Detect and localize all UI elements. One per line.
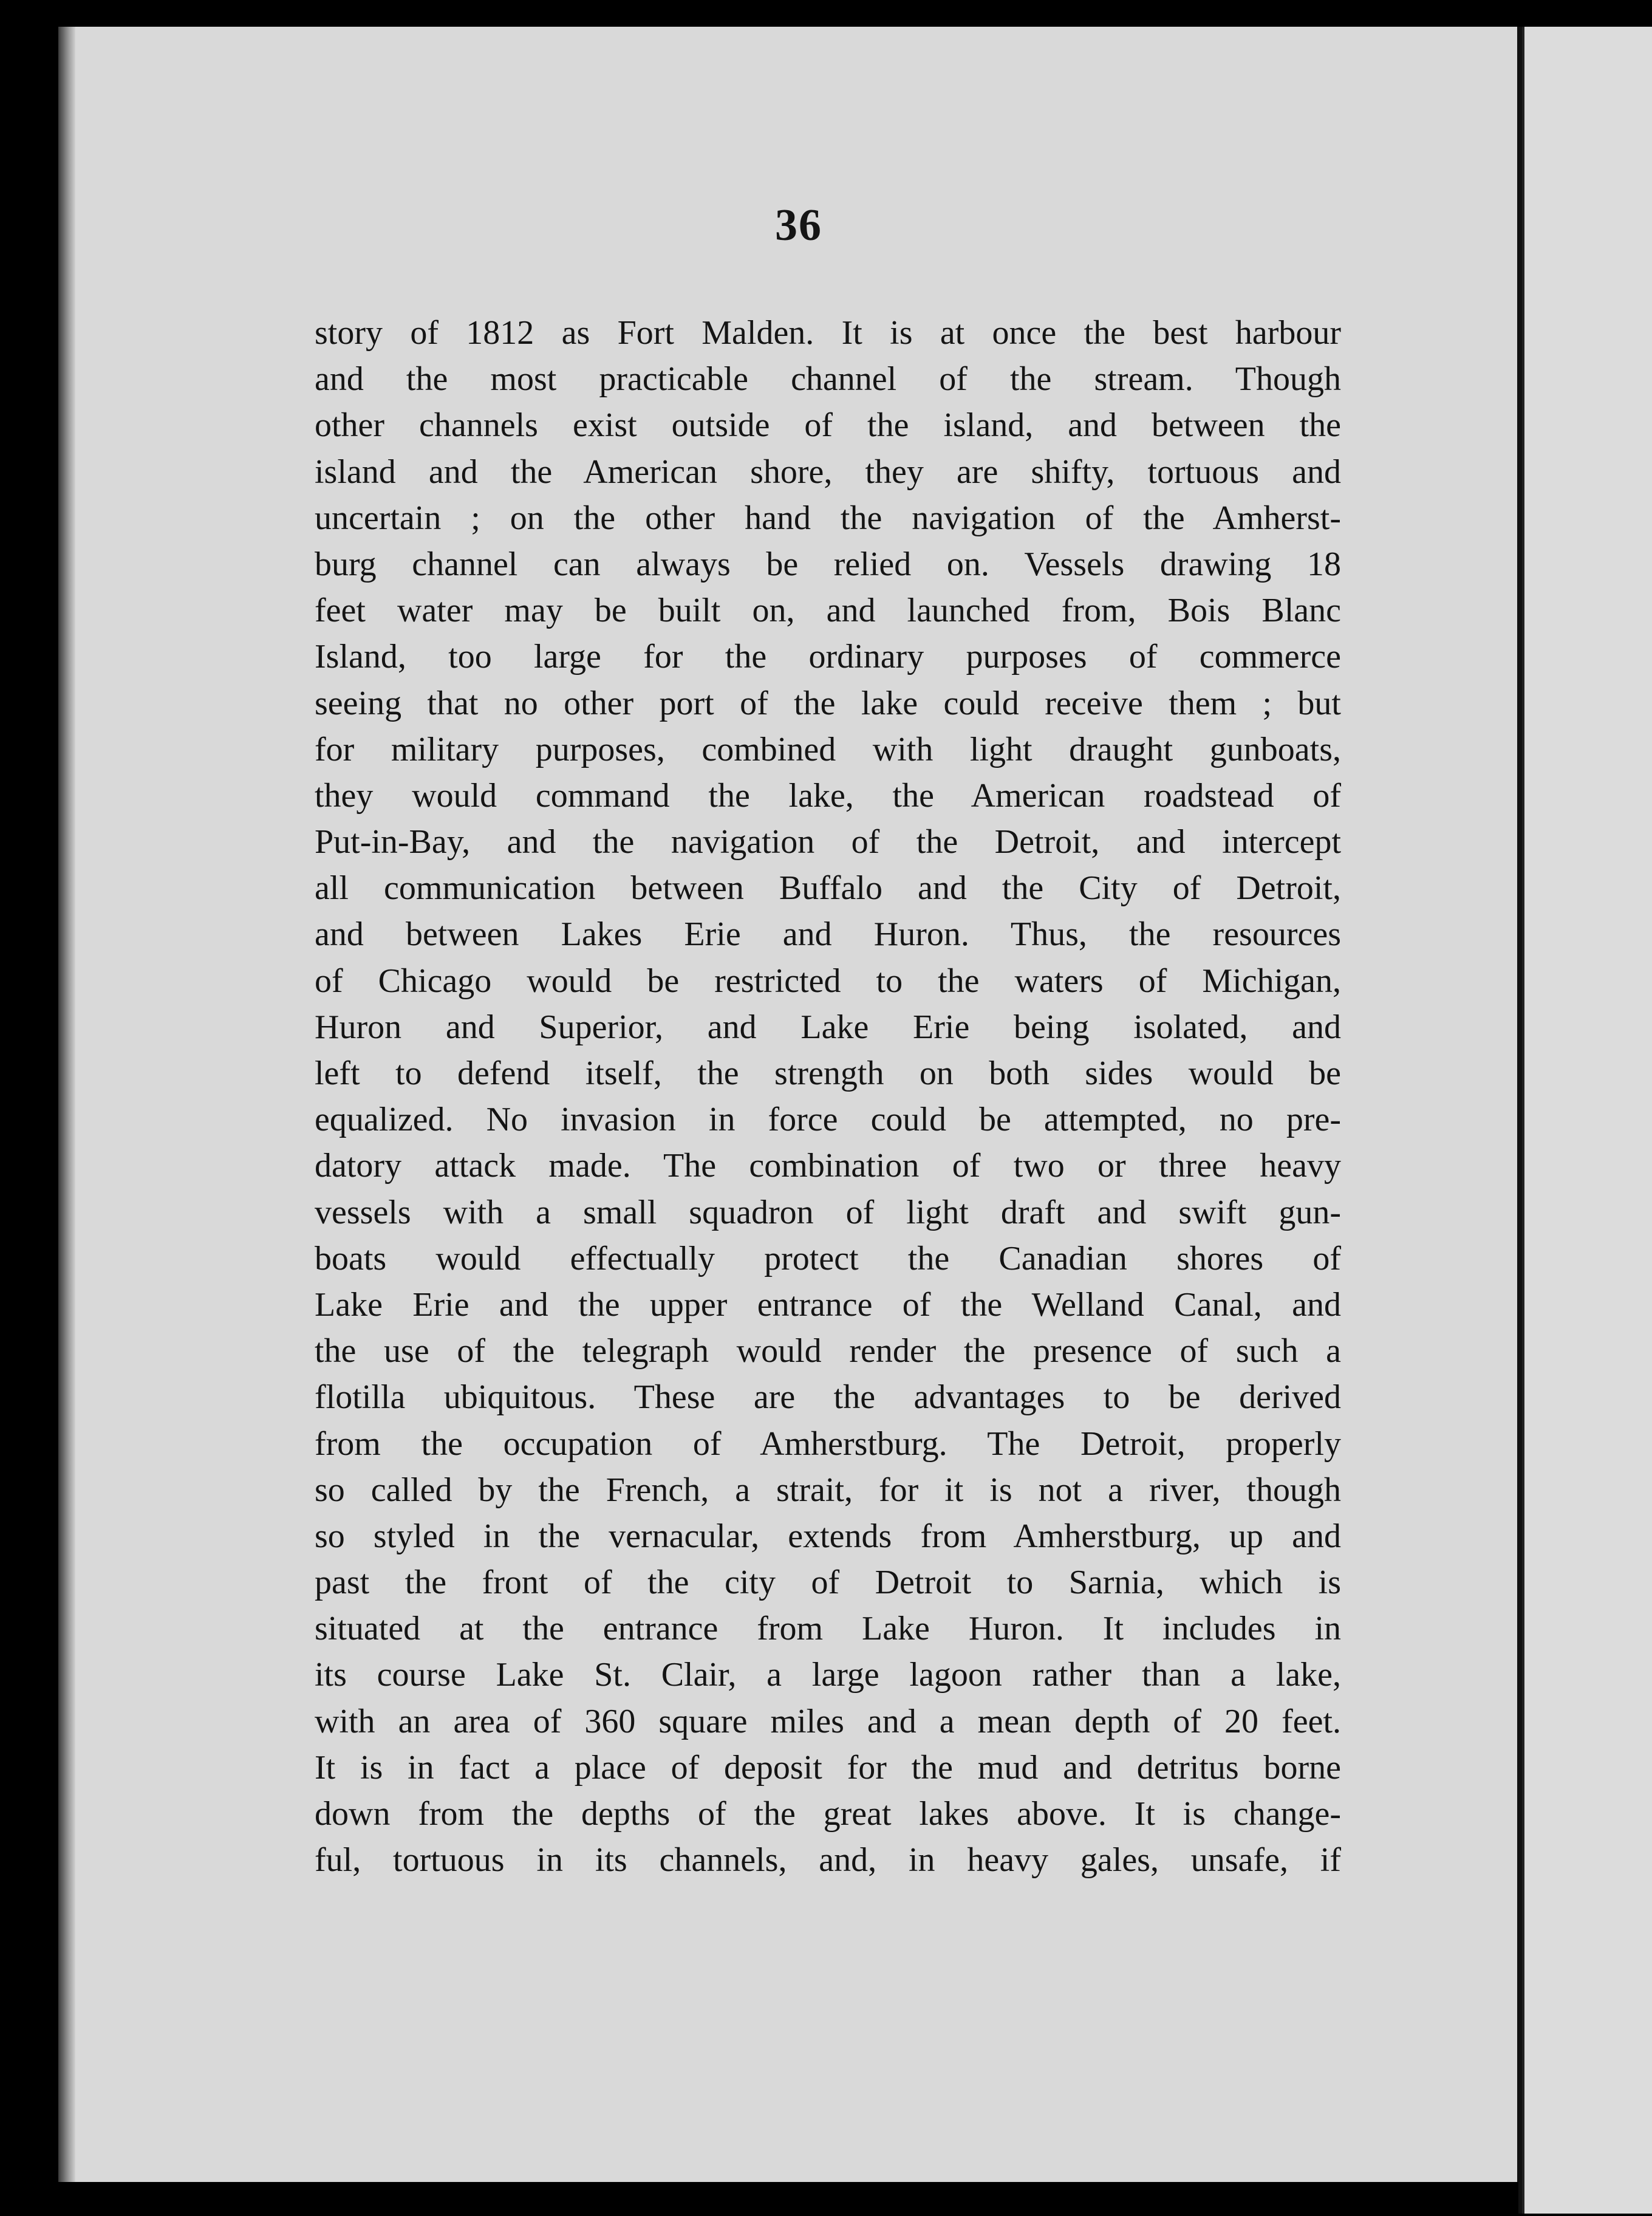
- text-line: and the most practicable channel of the stream. Though: [315, 360, 1341, 398]
- text-line: seeing that no other port of the lake could receive them ; but: [315, 684, 1341, 722]
- text-line: burg channel can always be relied on. Vessels drawing 18: [315, 545, 1341, 583]
- text-line: vessels with a small squadron of light draft and swift gun-: [315, 1193, 1341, 1231]
- text-line: of Chicago would be restricted to the waters of Michigan,: [315, 962, 1341, 1000]
- adjacent-page-edge: [1518, 27, 1652, 2214]
- text-line: Put-in-Bay, and the navigation of the Detroit, and intercept: [315, 823, 1341, 861]
- binding-line: [1522, 27, 1524, 2214]
- text-line: left to defend itself, the strength on both sides would be: [315, 1055, 1341, 1092]
- text-line: ful, tortuous in its channels, and, in heavy gales, unsafe, if: [315, 1841, 1341, 1879]
- page-number: 36: [775, 200, 822, 250]
- text-line: uncertain ; on the other hand the navigation of the Amherst-: [315, 499, 1341, 537]
- text-line: its course Lake St. Clair, a large lagoon rather than a lake,: [315, 1656, 1341, 1694]
- text-line: boats would effectually protect the Canadian shores of: [315, 1239, 1341, 1277]
- text-line: and between Lakes Erie and Huron. Thus, the resources: [315, 915, 1341, 954]
- text-line: with an area of 360 square miles and a mean depth of 20 feet.: [315, 1702, 1341, 1740]
- text-line: so styled in the vernacular, extends from Amherstburg, up and: [315, 1517, 1341, 1555]
- book-page: [58, 27, 1518, 2182]
- text-line: equalized. No invasion in force could be attempted, no pre-: [315, 1101, 1341, 1139]
- text-line: all communication between Buffalo and the City of Detroit,: [315, 869, 1341, 908]
- text-line: datory attack made. The combination of two or three heavy: [315, 1147, 1341, 1185]
- text-line: island and the American shore, they are shifty, tortuous and: [315, 453, 1341, 491]
- spine-shadow: [58, 27, 75, 2182]
- text-line: they would command the lake, the American roadstead of: [315, 776, 1341, 815]
- text-line: for military purposes, combined with light draught gunboats,: [315, 730, 1341, 768]
- text-line: past the front of the city of Detroit to Sarnia, which is: [315, 1564, 1341, 1602]
- text-line: so called by the French, a strait, for it is not a river, though: [315, 1471, 1341, 1509]
- text-line: feet water may be built on, and launched from, Bois Blanc: [315, 592, 1341, 630]
- text-line: from the occupation of Amherstburg. The Detroit, properly: [315, 1424, 1341, 1463]
- text-line: It is in fact a place of deposit for the mud and detritus borne: [315, 1748, 1341, 1787]
- text-line: the use of the telegraph would render the presence of such a: [315, 1332, 1341, 1370]
- text-line: situated at the entrance from Lake Huron. It includes in: [315, 1610, 1341, 1648]
- body-text: [315, 310, 1341, 1883]
- text-line: other channels exist outside of the island, and between the: [315, 406, 1341, 445]
- text-line: flotilla ubiquitous. These are the advantages to be derived: [315, 1378, 1341, 1417]
- text-line: story of 1812 as Fort Malden. It is at once the best harbour: [315, 314, 1341, 352]
- text-line: Lake Erie and the upper entrance of the Welland Canal, and: [315, 1285, 1341, 1324]
- text-line: Island, too large for the ordinary purposes of commerce: [315, 638, 1341, 676]
- text-line: down from the depths of the great lakes above. It is change-: [315, 1795, 1341, 1833]
- text-line: Huron and Superior, and Lake Erie being isolated, and: [315, 1008, 1341, 1046]
